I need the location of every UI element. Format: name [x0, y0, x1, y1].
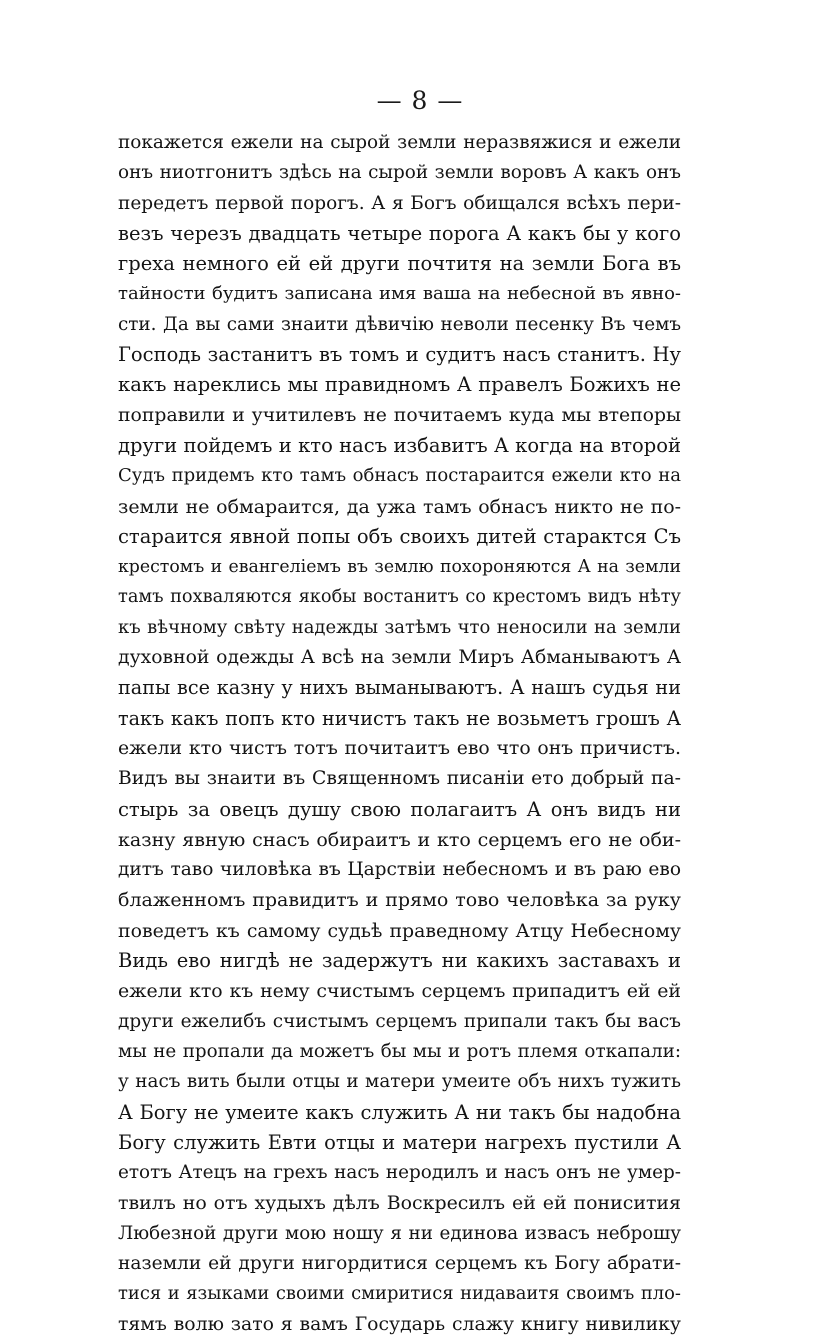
text-line: поведетъ къ самому судьѣ праведному Атцу Небесному — [118, 919, 681, 942]
text-line: други ежелибъ счистымъ серцемъ припали такъ бы васъ — [118, 1010, 681, 1032]
text-line: тися и языками своими смиритися нидаваитя своимъ пло- — [118, 1283, 681, 1305]
text-line: А Богу не умеите какъ служить А ни такъ бы надобна — [118, 1100, 681, 1124]
text-line: къ вѣчному свѣту надежды затѣмъ что неносили на земли — [118, 616, 681, 638]
text-line: Господь застанитъ въ томъ и судитъ насъ станитъ. Ну — [118, 343, 681, 367]
text-line: покажется ежели на сырой земли неразвяжися и ежели — [118, 132, 681, 153]
text-line: поправили и учитилевъ не почитаемъ куда мы втепоры — [118, 404, 681, 426]
text-line: Видъ вы знаити въ Священномъ писанiи ето добрый па- — [118, 768, 681, 790]
text-line: какъ нареклись мы правидномъ А правелъ Божихъ не — [118, 373, 681, 397]
text-line: стараится явной попы объ своихъ дитей старактся Съ — [118, 524, 681, 548]
text-line: такъ какъ попъ кто ничистъ такъ не возьметъ грошъ А — [118, 706, 681, 730]
text-line: тайности будитъ записана имя ваша на небесной въ явно- — [118, 283, 681, 305]
text-line: Богу служить Евти отцы и матери нагрехъ пустили А — [118, 1130, 681, 1154]
text-line: духовной одежды А всѣ на земли Миръ Абманываютъ А — [118, 647, 681, 669]
text-line: тамъ похваляются якобы востанитъ со крестомъ видъ нѣту — [118, 587, 681, 608]
page-number: — 8 — — [376, 86, 464, 115]
text-line: сти. Да вы сами знаити дѣвичiю неволи песенку Въ чемъ — [118, 313, 681, 335]
text-line: онъ ниотгонитъ здѣсь на сырой земли воровъ А какъ онъ — [118, 162, 681, 184]
text-line: стырь за овецъ душу свою полагаитъ А онъ видъ ни — [118, 797, 681, 821]
text-line: греха немного ей ей други почтитя на земли Бога въ — [118, 252, 681, 276]
text-line: Любезной други мою ношу я ни единова извасъ неброшу — [118, 1222, 681, 1244]
text-line: други пойдемъ и кто насъ избавитъ А когда на второй — [118, 433, 681, 457]
text-line: у насъ вить были отцы и матери умеите объ нихъ тужить — [118, 1071, 681, 1093]
text-line: ежели кто къ нему счистымъ серцемъ припадитъ ей ей — [118, 980, 681, 1003]
text-line: твилъ но отъ худыхъ дѣлъ Воскресилъ ей ей понисития — [118, 1192, 681, 1215]
text-line: Видь ево нигдѣ не задержутъ ни какихъ заставахъ и — [118, 949, 681, 973]
text-line: казну явную снасъ обираитъ и кто серцемъ его не оби- — [118, 828, 681, 851]
text-line: земли не обмараится, да ужа тамъ обнасъ никто не по- — [118, 495, 681, 518]
text-line: папы все казну у нихъ выманываютъ. А нашъ судья ни — [118, 676, 681, 700]
body-text — [118, 128, 681, 1340]
text-line: Судъ придемъ кто тамъ обнасъ постараится ежели кто на — [118, 465, 681, 487]
text-line: передетъ первой порогъ. А я Богъ обищался всѣхъ пери- — [118, 192, 681, 214]
text-line: тямъ волю зато я вамъ Государь слажу книгу нивилику — [118, 1313, 681, 1335]
text-line: везъ черезъ двадцать четыре порога А какъ бы у кого — [118, 221, 681, 245]
text-line: крестомъ и евангелiемъ въ землю похороняются А на земли — [118, 557, 681, 578]
text-line: ежели кто чистъ тотъ почитаитъ ево что онъ причистъ. — [118, 737, 681, 759]
text-line: дитъ таво чиловѣка въ Царствiи небесномъ и въ раю ево — [118, 859, 681, 881]
text-line: мы не пропали да можетъ бы мы и ротъ племя откапали: — [118, 1040, 681, 1062]
text-line: блаженномъ правидитъ и прямо тово человѣка за руку — [118, 889, 681, 912]
text-line: наземли ей други нигордитися серцемъ къ Богу абрати- — [118, 1252, 681, 1274]
text-line: етотъ Атецъ на грехъ насъ неродилъ и насъ онъ не умер- — [118, 1162, 681, 1184]
